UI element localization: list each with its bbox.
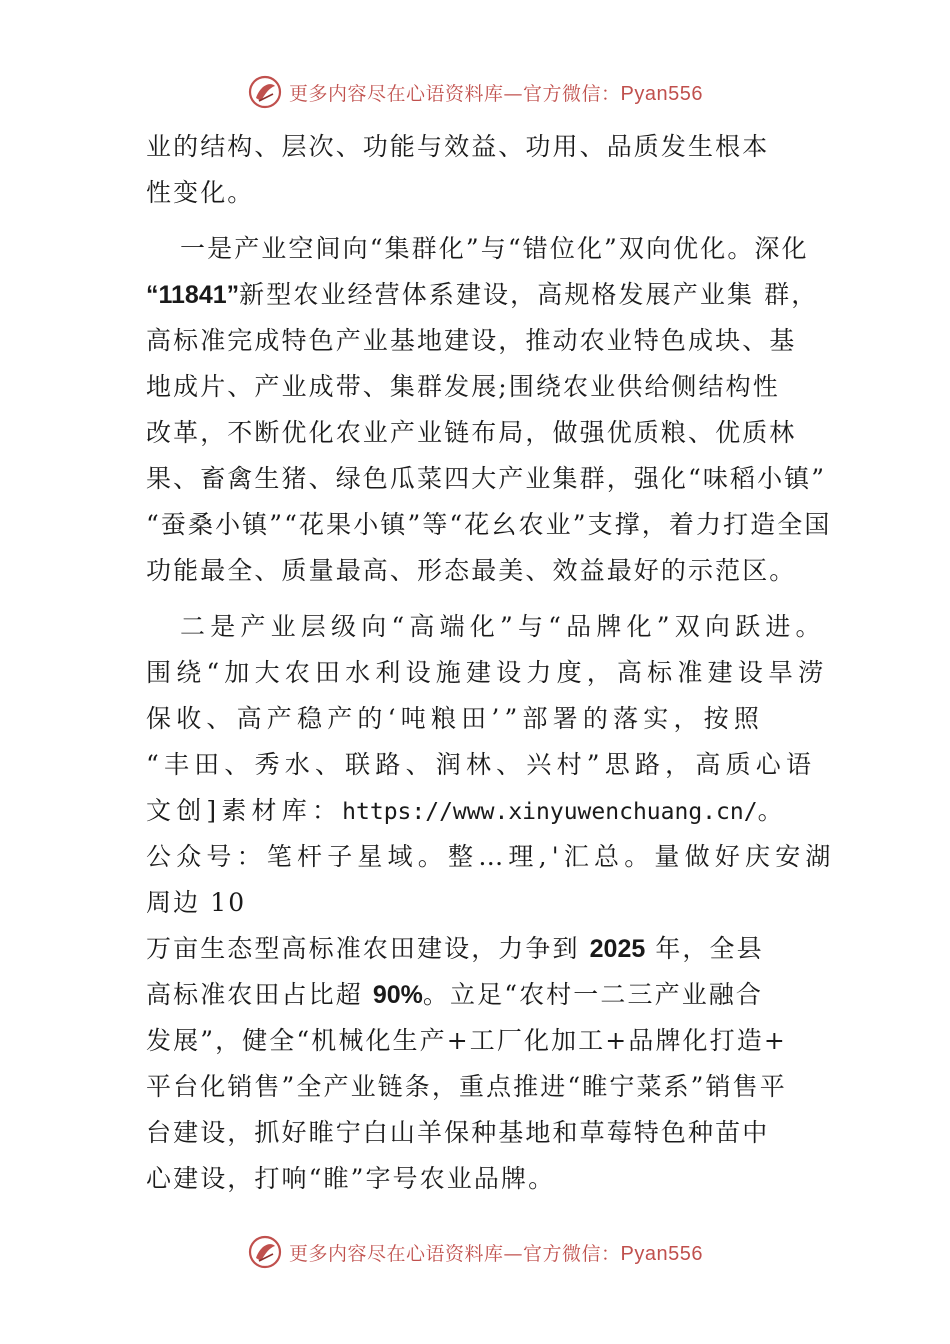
paragraph-0 <box>146 124 846 216</box>
paragraph-1 <box>146 226 846 594</box>
watermark-id: Pyan556 <box>620 1242 703 1265</box>
url-text: https://www.xinyuwenchuang.cn/ <box>342 799 758 825</box>
text-line: 果、畜禽生猪、绿色瓜菜四大产业集群，强化“味稻小镇” <box>146 464 827 493</box>
paragraph-2 <box>146 604 846 1202</box>
text-line: 心建设，打响“睢”字号农业品牌。 <box>146 1164 556 1193</box>
text-line: 周边 10 <box>146 888 247 917</box>
brand-logo-icon <box>247 74 283 110</box>
text-line: 改革，不断优化农业产业链布局，做强优质粮、优质林 <box>146 418 797 447</box>
text-line: 功能最全、质量最高、形态最美、效益最好的示范区。 <box>146 556 797 585</box>
footer-watermark <box>0 1230 950 1274</box>
text-line: 公众号：笔杆子星域。整…理,'汇总。量做好庆安湖 <box>146 842 836 871</box>
text-segment: 年，全县 <box>645 934 764 963</box>
text-segment: 高标准农田占比超 <box>146 980 373 1009</box>
text-segment: 。立足“农村一二三产业融合 <box>422 980 763 1009</box>
text-line: 一是产业空间向“集群化”与“错位化”双向优化。深化 <box>180 234 809 263</box>
text-line: 发展”，健全“机械化生产+工厂化加工+品牌化打造+ <box>146 1026 787 1055</box>
text-line <box>146 926 846 972</box>
text-line <box>146 788 846 834</box>
numeric-text: 2025 <box>589 935 646 963</box>
numeric-text: “11841” <box>146 281 240 309</box>
text-line: 业的结构、层次、功能与效益、功用、品质发生根本 <box>146 132 770 161</box>
text-line: 二是产业层级向“高端化”与“品牌化”双向跃进。 <box>180 612 826 641</box>
text-segment: 万亩生态型高标准农田建设，力争到 <box>146 934 590 963</box>
watermark-text: 更多内容尽在心语资料库—官方微信： <box>289 1242 621 1265</box>
document-body <box>146 124 846 1202</box>
text-line: 台建设，抓好睢宁白山羊保种基地和草莓特色种苗中 <box>146 1118 770 1147</box>
text-segment: 。 <box>757 796 788 825</box>
text-line: “丰田、秀水、联路、润林、兴村”思路，高质心语 <box>146 750 817 779</box>
text-line: 平台化销售”全产业链条，重点推进“睢宁菜系”销售平 <box>146 1072 787 1101</box>
text-line: 性变化。 <box>146 178 255 207</box>
text-line: 保收、高产稳产的‘吨粮田’”部署的落实，按照 <box>146 704 765 733</box>
text-line: “蚕桑小镇”“花果小镇”等“花幺农业”支撑，着力打造全国 <box>146 510 832 539</box>
text-line: 地成片、产业成带、集群发展;围绕农业供给侧结构性 <box>146 372 780 401</box>
text-line <box>146 272 846 318</box>
text-segment: 文创]素材库： <box>146 796 343 825</box>
text-segment: 新型农业经营体系建设，高规格发展产业集 群， <box>239 280 819 309</box>
text-line <box>146 972 846 1018</box>
brand-logo-icon <box>247 1234 283 1270</box>
text-line: 围绕“加大农田水利设施建设力度，高标准建设旱涝 <box>146 658 829 687</box>
watermark-text: 更多内容尽在心语资料库—官方微信： <box>289 82 621 105</box>
text-line: 高标准完成特色产业基地建设，推动农业特色成块、基 <box>146 326 797 355</box>
header-watermark <box>0 70 950 114</box>
watermark-id: Pyan556 <box>620 82 703 105</box>
numeric-text: 90% <box>372 981 423 1009</box>
